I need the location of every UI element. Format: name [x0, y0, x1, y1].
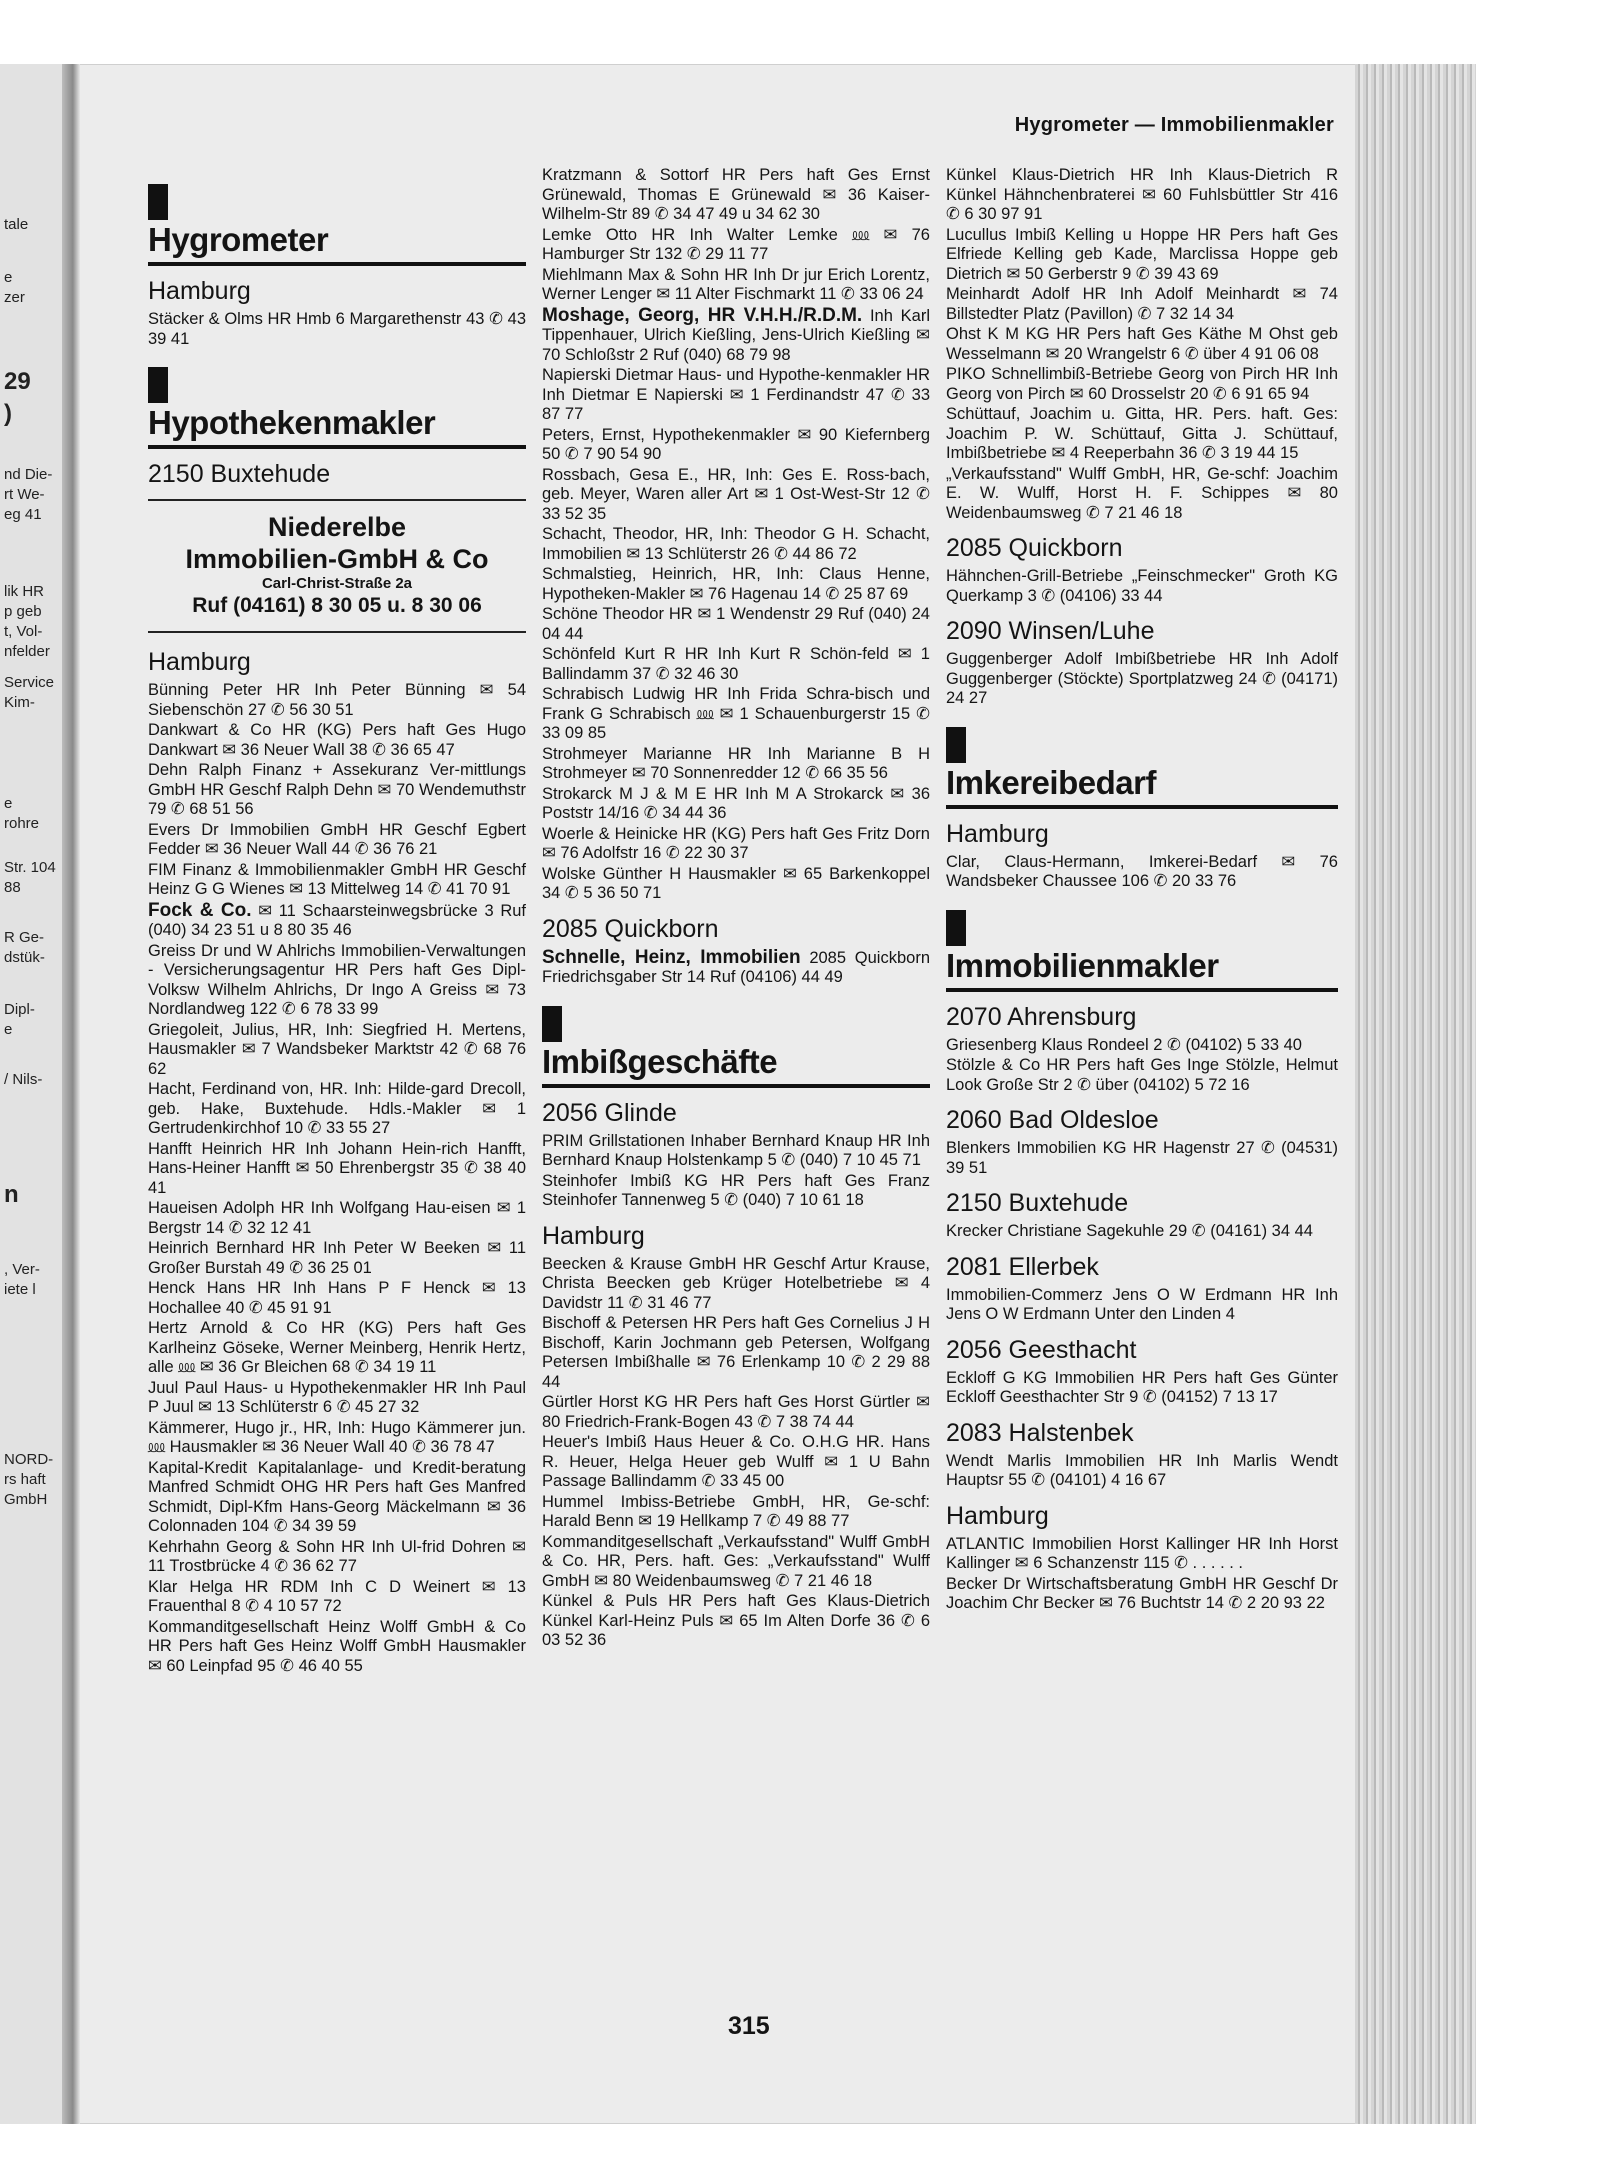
- entry-details: Groth KG Querkamp 3 ✆ (04106) 33 44: [946, 567, 1338, 605]
- entry-details: gard Drecoll, geb. Hake, Buxtehude. Hdls.-Makler ✉ 1 Gertrudenkirchhof 10 ✆ 33 55 27: [148, 1080, 526, 1137]
- entry-details: ✆ (04531) 39 51: [946, 1139, 1338, 1177]
- entry-name: Lucullus Imbiß Kelling u Hoppe HR Pers: [946, 225, 1264, 244]
- prev-page-fragment: rt We-: [4, 486, 45, 503]
- entry-name: Heuer's Imbiß Haus Heuer & Co. O.H.G: [542, 1433, 849, 1451]
- entry-details: Artur Krause, Christa Beecken geb Krüger Hotelbetriebe ✉ 4 Davidstr 11 ✆ 31 46 77: [542, 1254, 930, 1312]
- section-marker-block: [148, 367, 168, 403]
- prev-page-fragment: n: [4, 1181, 19, 1208]
- directory-entry: [542, 1314, 930, 1392]
- prev-page-fragment: dstük-: [4, 949, 45, 966]
- entry-details: ✆ (04102) 5 33 40: [1162, 1035, 1302, 1054]
- directory-entry: [148, 681, 526, 720]
- entry-details: ✆ (04161) 34 44: [1187, 1222, 1313, 1240]
- prev-page-fragment: Str. 104: [4, 859, 56, 876]
- prev-page-fragment: zer: [4, 289, 25, 306]
- column-2: [542, 166, 930, 1652]
- entry-name: Beecken & Krause GmbH HR Geschf: [542, 1254, 826, 1273]
- directory-entry: [946, 1139, 1338, 1178]
- directory-entry: [148, 1199, 526, 1238]
- directory-entry: [542, 1255, 930, 1314]
- entry-name: Henck Hans HR Inh Hans P F Henck: [148, 1279, 470, 1297]
- entry-details: HR Geschf Heinz G G Wienes ✉ 13 Mittelweg 14 ✆ 41 70 91: [148, 860, 526, 898]
- directory-entry: [542, 266, 930, 305]
- entry-details: HR Geschf Dr Joachim Chr Becker ✉ 76 Buchtstr 14 ✆ 2 20 93 22: [946, 1574, 1338, 1612]
- ad-phone: Ruf (04161) 8 30 05 u. 8 30 06: [192, 594, 482, 617]
- directory-entry: [542, 1132, 930, 1171]
- entry-name: Schnelle, Heinz, Immobilien: [542, 946, 801, 968]
- entry-name: Moshage, Georg, HR V.H.H./R.D.M.: [542, 304, 863, 326]
- entry-details: rich Hanfft, Hans-Heiner Hanfft ✉ 50 Ehrenbergstr 35 ✆ 38 40 41: [148, 1139, 526, 1197]
- page-number: 315: [728, 2012, 770, 2040]
- previous-page-margin: [0, 64, 70, 2124]
- prev-page-fragment: Dipl-: [4, 1001, 35, 1018]
- prev-page-fragment: Kim-: [4, 694, 35, 711]
- entry-details: HR Inh Jens O W Erdmann Unter den Linden 4: [946, 1285, 1338, 1323]
- directory-entry: [148, 1618, 526, 1677]
- entry-name: Schacht, Theodor, HR, Inh: Theodor G: [542, 525, 836, 543]
- prev-page-fragment: 88: [4, 879, 21, 896]
- entry-name: Künkel & Puls HR Pers haft Ges Klaus-: [542, 1592, 875, 1610]
- prev-page-fragment: eg 41: [4, 506, 42, 523]
- entry-details: Ges Fritz Dorn ✉ 76 Adolfstr 16 ✆ 22 30 37: [542, 824, 930, 862]
- entry-name: Guggenberger Adolf Imbißbetriebe HR: [946, 650, 1253, 668]
- directory-entry: [542, 306, 930, 366]
- entry-name: Eckloff G KG Immobilien HR Pers haft: [946, 1368, 1243, 1387]
- entry-details: Beeken ✉ 11 Großer Burstah 49 ✆ 36 25 01: [148, 1239, 526, 1277]
- entry-details: Verwaltungen - Versicherungsagentur HR Pers haft Ges Dipl-Volksw Wilhelm Ahlrichs, Dr Ingo A Greiss ✉ 73 Nordlandweg 122 ✆ 6 78 33 99: [148, 941, 526, 1018]
- entry-name: Griegoleit, Julius, HR, Inh: Siegfried H.: [148, 1020, 453, 1039]
- prev-page-fragment: NORD-: [4, 1451, 54, 1468]
- running-head: Hygrometer — Immobilienmakler: [1014, 114, 1334, 136]
- entry-name: Schmalstieg, Heinrich, HR, Inh: Claus: [542, 565, 862, 583]
- section-heading: Hypothekenmakler: [148, 403, 526, 449]
- city-heading: 2090 Winsen/Luhe: [946, 617, 1155, 645]
- entry-name: Schönfeld Kurt R HR Inh Kurt R Schön-: [542, 645, 863, 663]
- entry-name: Meinhardt Adolf HR Inh Adolf Meinhardt: [946, 285, 1280, 303]
- entry-details: bach, geb. Meyer, Waren aller Art ✉ 1 Ost-West-Str 12 ✆ 33 52 35: [542, 465, 930, 523]
- entry-details: ✉ 11 Schaarsteinwegsbrücke 3 Ruf (040) 34 23 51 u 8 80 35 46: [148, 901, 527, 939]
- entry-name: Kapital-Kredit Kapitalanlage- und Kredit-: [148, 1458, 461, 1477]
- entry-details: Kämmerer jun. ⅏ Hausmakler ✉ 36 Neuer Wall 40 ✆ 36 78 47: [148, 1418, 526, 1456]
- entry-details: 2085 Quickborn Friedrichsgaber Str 14 Ruf (04106) 44 49: [542, 948, 930, 986]
- prev-page-fragment: iete l: [4, 1281, 36, 1298]
- entry-name: Hertz Arnold & Co HR (KG) Pers haft: [148, 1319, 483, 1337]
- directory-entry: [148, 761, 526, 820]
- entry-name: PRIM Grillstationen Inhaber Bernhard: [542, 1131, 820, 1150]
- city-heading: 2085 Quickborn: [946, 534, 1123, 562]
- prev-page-fragment: , Ver-: [4, 1261, 40, 1278]
- entry-name: Künkel Klaus-Dietrich HR Inh Klaus-: [946, 166, 1255, 184]
- city-heading: Hamburg: [946, 819, 1049, 848]
- advertisement-box: [148, 499, 526, 633]
- entry-name: Griesenberg Klaus Rondeel 2: [946, 1035, 1163, 1054]
- entry-name: Strohmeyer Marianne HR Inh Marianne: [542, 744, 876, 763]
- entry-details: & Co HR Pers haft Ges Heinz Wolff GmbH Hausmakler ✉ 60 Leinpfad 95 ✆ 46 40 55: [148, 1617, 526, 1675]
- ad-address: Carl-Christ-Straße 2a: [261, 575, 413, 592]
- entry-name: Hacht, Ferdinand von, HR. Inh: Hilde-: [148, 1080, 431, 1098]
- prev-page-fragment: R Ge-: [4, 929, 45, 946]
- directory-entry: [542, 366, 930, 425]
- entry-name: Ohst K M KG HR Pers haft Ges Käthe: [946, 325, 1242, 343]
- entry-name: Miehlmann Max & Sohn HR Inh Dr jur: [542, 265, 823, 284]
- prev-page-fragment: rohre: [4, 815, 40, 832]
- directory-entry: [946, 1286, 1338, 1325]
- entry-details: Franz Steinhofer Tannenweg 5 ✆ (040) 7 10 61 18: [542, 1171, 930, 1209]
- section-heading: Hygrometer: [148, 220, 526, 266]
- entry-details: Stölzle, Helmut Look Große Str 2 ✆ über (04102) 5 72 16: [946, 1056, 1338, 1094]
- entry-name: Dankwart & Co HR (KG) Pers haft Ges: [148, 721, 476, 739]
- city-heading: Hamburg: [148, 648, 251, 676]
- directory-entry: [148, 1021, 526, 1080]
- directory-entry: [148, 1538, 526, 1577]
- city-heading: 2150 Buxtehude: [148, 460, 331, 488]
- directory-entry: [542, 605, 930, 644]
- directory-entry: [542, 745, 930, 784]
- entry-details: ✉ 13 Frauenthal 8 ✆ 4 10 57 72: [148, 1577, 526, 1615]
- entry-name: Napierski Dietmar Haus- und Hypothe-: [542, 366, 826, 384]
- directory-entry: [542, 1533, 930, 1592]
- directory-entry: [542, 645, 930, 684]
- directory-entry: [946, 1369, 1338, 1408]
- prev-page-fragment: 29: [4, 368, 31, 395]
- entry-details: mittlungs GmbH HR Geschf Ralph Dehn ✉ 70 Wendemuthstr 79 ✆ 68 51 56: [148, 761, 526, 818]
- section-marker-block: [946, 727, 966, 763]
- section-marker-block: [148, 184, 168, 220]
- directory-entry: [148, 721, 526, 760]
- entry-name: Peters, Ernst, Hypothekenmakler ✉ 90: [542, 425, 838, 444]
- entry-name: Kommanditgesellschaft „Verkaufsstand": [542, 1532, 835, 1551]
- entry-details: Henne, Hypotheken-Makler ✉ 76 Hagenau 14 ✆ 25 87 69: [542, 565, 930, 603]
- entry-details: Dietrich R Künkel Hähnchenbraterei ✉ 60 Fuhlsbüttler Str 416 ✆ 6 30 97 91: [946, 166, 1338, 223]
- entry-details: M Ohst geb Wesselmann ✉ 20 Wrangelstr 6 ✆ über 4 91 06 08: [946, 325, 1338, 363]
- prev-page-fragment: ): [4, 400, 12, 427]
- entry-name: „Verkaufsstand" Wulff GmbH, HR, Ge-: [946, 464, 1235, 483]
- directory-entry: [542, 525, 930, 564]
- page-edges: [1355, 64, 1476, 2124]
- directory-entry: [542, 785, 930, 824]
- section-marker-block: [946, 910, 966, 946]
- entry-name: Dehn Ralph Finanz + Assekuranz Ver-: [148, 761, 460, 779]
- entry-details: Ges Karlheinz Göseke, Werner Meinberg, Henrik Hertz, alle ⅏ ✉ 36 Gr Bleichen 68 ✆ 34 19 11: [148, 1319, 526, 1376]
- entry-details: schf: Harald Benn ✉ 19 Hellkamp 7 ✆ 49 88 77: [542, 1492, 930, 1530]
- directory-entry: [542, 1592, 930, 1651]
- directory-entry: [946, 1036, 1338, 1056]
- directory-entry: [148, 901, 526, 941]
- directory-entry: [148, 1140, 526, 1199]
- entry-name: ATLANTIC Immobilien Horst Kallinger: [946, 1534, 1230, 1553]
- entry-name: Krecker Christiane Sagekuhle 29: [946, 1222, 1188, 1240]
- entry-details: haft. Ges: Joachim P. W. Schüttauf, Gitta J. Schüttauf, Imbißbetriebe ✉ 4 Reeperbahn 36 ✆ 3 19 44 15: [946, 405, 1338, 462]
- directory-entry: [148, 1379, 526, 1418]
- entry-name: Greiss Dr und W Ahlrichs Immobilien-: [148, 941, 426, 960]
- directory-entry: [148, 821, 526, 860]
- entry-details: Pirch HR Inh Georg von Pirch ✉ 60 Drosselstr 20 ✆ 6 91 65 94: [946, 365, 1338, 403]
- directory-entry: [946, 853, 1338, 892]
- city-heading: 2060 Bad Oldesloe: [946, 1106, 1159, 1134]
- prev-page-fragment: p geb: [4, 603, 42, 620]
- entry-name: Steinhofer Imbiß KG HR Pers haft Ges: [542, 1171, 875, 1190]
- entry-details: Egbert Fedder ✉ 36 Neuer Wall 44 ✆ 36 76 21: [148, 820, 526, 858]
- directory-entry: [542, 426, 930, 465]
- directory-entry: [946, 650, 1338, 709]
- entry-name: Schöne Theodor HR ✉ 1 Wendenstr 29: [542, 605, 833, 623]
- directory-entry: [542, 1493, 930, 1532]
- section-heading: Immobilienmakler: [946, 946, 1338, 992]
- entry-details: B H Strohmeyer ✉ 70 Sonnenredder 12 ✆ 66 35 56: [542, 744, 931, 782]
- entry-name: Heinrich Bernhard HR Inh Peter W: [148, 1239, 417, 1257]
- entry-details: ✉ 76 Hamburger Str 132 ✆ 29 11 77: [542, 225, 930, 263]
- entry-name: Stölzle & Co HR Pers haft Ges Inge: [946, 1056, 1220, 1074]
- entry-name: Kommanditgesellschaft Heinz Wolff GmbH: [148, 1617, 475, 1636]
- directory-entry: [148, 1279, 526, 1318]
- entry-name: Hähnchen-Grill-Betriebe „Feinschmecker": [946, 567, 1256, 585]
- directory-entry: [542, 226, 930, 265]
- entry-details: Hugo Dankwart ✉ 36 Neuer Wall 38 ✆ 36 65 47: [148, 721, 527, 759]
- directory-entry: [946, 1575, 1338, 1614]
- directory-entry: [946, 465, 1338, 524]
- directory-entry: [542, 948, 930, 988]
- prev-page-fragment: nfelder: [4, 643, 50, 660]
- entry-details: Horst Gürtler ✉ 80 Friedrich-Frank-Bogen 43 ✆ 7 38 74 44: [542, 1393, 930, 1431]
- entry-details: Knaup HR Inh Bernhard Knaup Holstenkamp 5 ✆ (040) 7 10 45 71: [542, 1131, 930, 1169]
- entry-details: HR Inh Horst Kallinger ✉ 6 Schanzenstr 115 ✆ . . . . . .: [946, 1534, 1338, 1572]
- entry-name: Becker Dr Wirtschaftsberatung GmbH: [946, 1574, 1227, 1593]
- directory-entry: [148, 1459, 526, 1537]
- directory-entry: [542, 685, 930, 744]
- entry-details: Ernst Grünewald, Thomas E Grünewald ✉ 36 Kaiser-Wilhelm-Str 89 ✆ 34 47 49 u 34 62 30: [542, 166, 930, 223]
- directory-entry: [148, 861, 526, 900]
- directory-entry: [946, 567, 1338, 606]
- column-1: [148, 166, 526, 1677]
- entry-name: Hummel Imbiss-Betriebe GmbH, HR, Ge-: [542, 1492, 896, 1511]
- entry-name: Woerle & Heinicke HR (KG) Pers haft: [542, 824, 818, 843]
- directory-entry: [542, 565, 930, 604]
- entry-details: Ges Günter Eckloff Geesthachter Str 9 ✆ (04152) 7 13 17: [946, 1368, 1338, 1406]
- prev-page-fragment: rs haft: [4, 1471, 46, 1488]
- city-heading: 2070 Ahrensburg: [946, 1002, 1137, 1031]
- section-marker-block: [542, 1006, 562, 1042]
- entry-name: Schüttauf, Joachim u. Gitta, HR. Pers.: [946, 405, 1252, 423]
- section-heading: Imbißgeschäfte: [542, 1042, 930, 1088]
- section-heading: Imkereibedarf: [946, 763, 1338, 809]
- directory-entry: [946, 166, 1338, 225]
- prev-page-fragment: nd Die-: [4, 466, 53, 483]
- ad-line: Immobilien-GmbH & Co: [185, 544, 489, 574]
- prev-page-fragment: / Nils-: [4, 1071, 43, 1088]
- entry-name: Fock & Co.: [148, 899, 252, 921]
- directory-entry: [946, 405, 1338, 464]
- prev-page-fragment: e: [4, 1021, 13, 1038]
- city-heading: Hamburg: [946, 1501, 1049, 1530]
- prev-page-fragment: lik HR: [4, 583, 44, 600]
- entry-details: Mertens, Hausmakler ✉ 7 Wandsbeker Marktstr 42 ✆ 68 76 62: [148, 1020, 526, 1078]
- city-heading: 2150 Buxtehude: [946, 1189, 1129, 1217]
- directory-entry: [148, 1239, 526, 1278]
- entry-details: Strokarck ✉ 36 Poststr 14/16 ✆ 34 44 36: [542, 784, 930, 822]
- entry-details: feld ✉ 1 Ballindamm 37 ✆ 32 46 30: [542, 645, 930, 683]
- directory-entry: [946, 1535, 1338, 1574]
- directory-entry: [148, 1419, 526, 1458]
- directory-entry: [946, 1056, 1338, 1095]
- entry-details: frid Dohren ✉ 11 Trostbrücke 4 ✆ 36 62 77: [148, 1537, 527, 1575]
- entry-name: Haueisen Adolph HR Inh Wolfgang Hau-: [148, 1199, 452, 1217]
- entry-name: Kämmerer, Hugo jr., HR, Inh: Hugo: [148, 1418, 411, 1437]
- city-heading: Hamburg: [148, 277, 251, 305]
- entry-name: Wolske Günther H Hausmakler ✉ 65: [542, 864, 823, 883]
- entry-name: Evers Dr Immobilien GmbH HR Geschf: [148, 820, 467, 839]
- directory-entry: [542, 1433, 930, 1492]
- entry-name: Gürtler Horst KG HR Pers haft Ges: [542, 1393, 808, 1411]
- entry-details: HR Inh Paul P Juul ✉ 13 Schlüterstr 6 ✆ 45 27 32: [148, 1378, 526, 1416]
- prev-page-fragment: GmbH: [4, 1491, 48, 1508]
- entry-name: Klar Helga HR RDM Inh C D Weinert: [148, 1577, 470, 1596]
- prev-page-fragment: t, Vol-: [4, 623, 43, 640]
- entry-name: Bünning Peter HR Inh Peter Bünning: [148, 681, 466, 699]
- entry-details: Inh Karl Tippenhauer, Ulrich Kießling, Jens-Ulrich Kießling ✉ 70 Schloßstr 2 Ruf (040) 68 79 98: [542, 306, 930, 364]
- directory-entry: [946, 325, 1338, 364]
- entry-details: kenmakler HR Inh Dietmar E Napierski ✉ 1 Ferdinandstr 47 ✆ 33 87 77: [542, 366, 930, 423]
- column-3: [946, 166, 1338, 1615]
- entry-details: Dietrich Künkel Karl-Heinz Puls ✉ 65 Im Alten Dorfe 36 ✆ 6 03 52 36: [542, 1592, 930, 1649]
- directory-entry: [542, 466, 930, 525]
- directory-entry: [946, 1222, 1338, 1242]
- entry-details: HR. Hans R. Heuer, Helga Heuer geb Wulff ✉ 1 U Bahn Passage Ballindamm ✆ 33 45 00: [542, 1433, 930, 1490]
- directory-entry: [946, 1452, 1338, 1491]
- entry-name: Lemke Otto HR Inh Walter Lemke ⅏: [542, 225, 870, 244]
- entry-details: Erich Lorentz, Werner Lenger ✉ 11 Alter Fischmarkt 11 ✆ 33 06 24: [542, 265, 930, 303]
- city-heading: 2081 Ellerbek: [946, 1252, 1099, 1281]
- entry-details: Kiefernberg 50 ✆ 7 90 54 90: [542, 425, 931, 463]
- prev-page-fragment: e: [4, 269, 13, 286]
- city-heading: 2085 Quickborn: [542, 914, 719, 943]
- entry-name: Strokarck M J & M E HR Inh M A: [542, 784, 806, 803]
- entry-details: bisch und Frank G Schrabisch ⅏ ✉ 1 Schauenburgerstr 15 ✆ 33 09 85: [542, 685, 930, 742]
- directory-entry: [542, 166, 930, 225]
- directory-entry: [946, 226, 1338, 285]
- entry-details: Inh Adolf Guggenberger (Stöckte) Sportplatzweg 24 ✆ (04171) 24 27: [946, 650, 1338, 707]
- entry-details: Hmb 6 Margarethenstr 43 ✆ 43 39 41: [148, 310, 526, 348]
- directory-entry: [542, 865, 930, 904]
- entry-name: Blenkers Immobilien KG HR Hagenstr 27: [946, 1139, 1255, 1157]
- entry-name: FIM Finanz & Immobilienmakler GmbH: [148, 860, 438, 879]
- directory-entry: [542, 1393, 930, 1432]
- entry-name: Clar, Claus-Hermann, Imkerei-Bedarf: [946, 852, 1258, 871]
- entry-details: ✉ 76 Wandsbeker Chaussee 106 ✆ 20 33 76: [946, 852, 1338, 890]
- directory-entry: [148, 1080, 526, 1139]
- entry-details: haft Ges Elfriede Kelling geb Kade, Marclissa Hoppe geb Dietrich ✉ 50 Gerberstr 9 ✆ 39 43 69: [946, 225, 1338, 283]
- entry-name: Wendt Marlis Immobilien HR Inh Marlis: [946, 1451, 1277, 1470]
- entry-name: Immobilien-Commerz Jens O W Erdmann: [946, 1285, 1272, 1304]
- directory-entry: [542, 1172, 930, 1211]
- entry-name: Stäcker & Olms HR: [148, 310, 292, 328]
- entry-details: Cornelius J H Bischoff, Karin Jochmann geb Petersen, Wolfgang Petersen Imbißhalle ✉ 76 Erlenkamp 10 ✆ 2 29 88 44: [542, 1314, 930, 1391]
- entry-name: Kratzmann & Sottorf HR Pers haft Ges: [542, 166, 878, 184]
- city-heading: Hamburg: [542, 1221, 645, 1250]
- prev-page-fragment: e: [4, 795, 13, 812]
- entry-details: eisen ✉ 1 Bergstr 14 ✆ 32 12 41: [148, 1199, 526, 1237]
- city-heading: 2083 Halstenbek: [946, 1418, 1134, 1447]
- entry-details: ✉ 54 Siebenschön 27 ✆ 56 30 51: [148, 681, 526, 719]
- entry-name: Bischoff & Petersen HR Pers haft Ges: [542, 1314, 825, 1332]
- entry-details: Wulff GmbH & Co. HR, Pers. haft. Ges: „Verkaufsstand" Wulff GmbH ✉ 80 Weidenbaumsweg ✆ 7 21 46 18: [542, 1532, 931, 1590]
- entry-name: Juul Paul Haus- u Hypothekenmakler: [148, 1378, 428, 1397]
- entry-details: Ruf (040) 24 04 44: [542, 605, 930, 643]
- entry-name: PIKO Schnellimbiß-Betriebe Georg von: [946, 365, 1237, 383]
- prev-page-fragment: Service: [4, 674, 55, 691]
- entry-name: Hanfft Heinrich HR Inh Johann Hein-: [148, 1139, 442, 1158]
- entry-details: H. Schacht, Immobilien ✉ 13 Schlüterstr 26 ✆ 44 86 72: [542, 525, 930, 563]
- entry-details: Barkenkoppel 34 ✆ 5 36 50 71: [542, 864, 930, 902]
- directory-entry: [148, 310, 526, 349]
- entry-details: Wendt Hauptsr 55 ✆ (04101) 4 16 67: [946, 1451, 1338, 1489]
- entry-details: schf: Joachim E. W. Wulff, Horst H. F. Schippes ✉ 80 Weidenbaumsweg ✆ 7 21 46 18: [946, 464, 1339, 522]
- book-spine: [62, 64, 80, 2124]
- directory-entry: [148, 942, 526, 1020]
- directory-entry: [542, 825, 930, 864]
- entry-name: Kehrhahn Georg & Sohn HR Inh Ul-: [148, 1537, 423, 1556]
- prev-page-fragment: tale: [4, 216, 29, 233]
- entry-details: ✉ 13 Hochallee 40 ✆ 45 91 91: [148, 1279, 526, 1317]
- entry-details: ✉ 74 Billstedter Platz (Pavillon) ✆ 7 32 14 34: [946, 285, 1338, 323]
- ad-line: Niederelbe: [267, 512, 407, 542]
- directory-entry: [148, 1319, 526, 1378]
- entry-name: Rossbach, Gesa E., HR, Inh: Ges E. Ross-: [542, 465, 890, 484]
- entry-name: Schrabisch Ludwig HR Inh Frida Schra-: [542, 685, 855, 703]
- directory-entry: [148, 1578, 526, 1617]
- city-heading: 2056 Glinde: [542, 1098, 677, 1127]
- directory-entry: [946, 365, 1338, 404]
- entry-details: beratung Manfred Schmidt OHG HR Pers haft Ges Manfred Schmidt, Dipl-Kfm Hans-Georg Mäckelmann ✉ 36 Colonnaden 104 ✆ 34 39 59: [148, 1458, 526, 1535]
- directory-entry: [946, 285, 1338, 324]
- city-heading: 2056 Geesthacht: [946, 1335, 1137, 1364]
